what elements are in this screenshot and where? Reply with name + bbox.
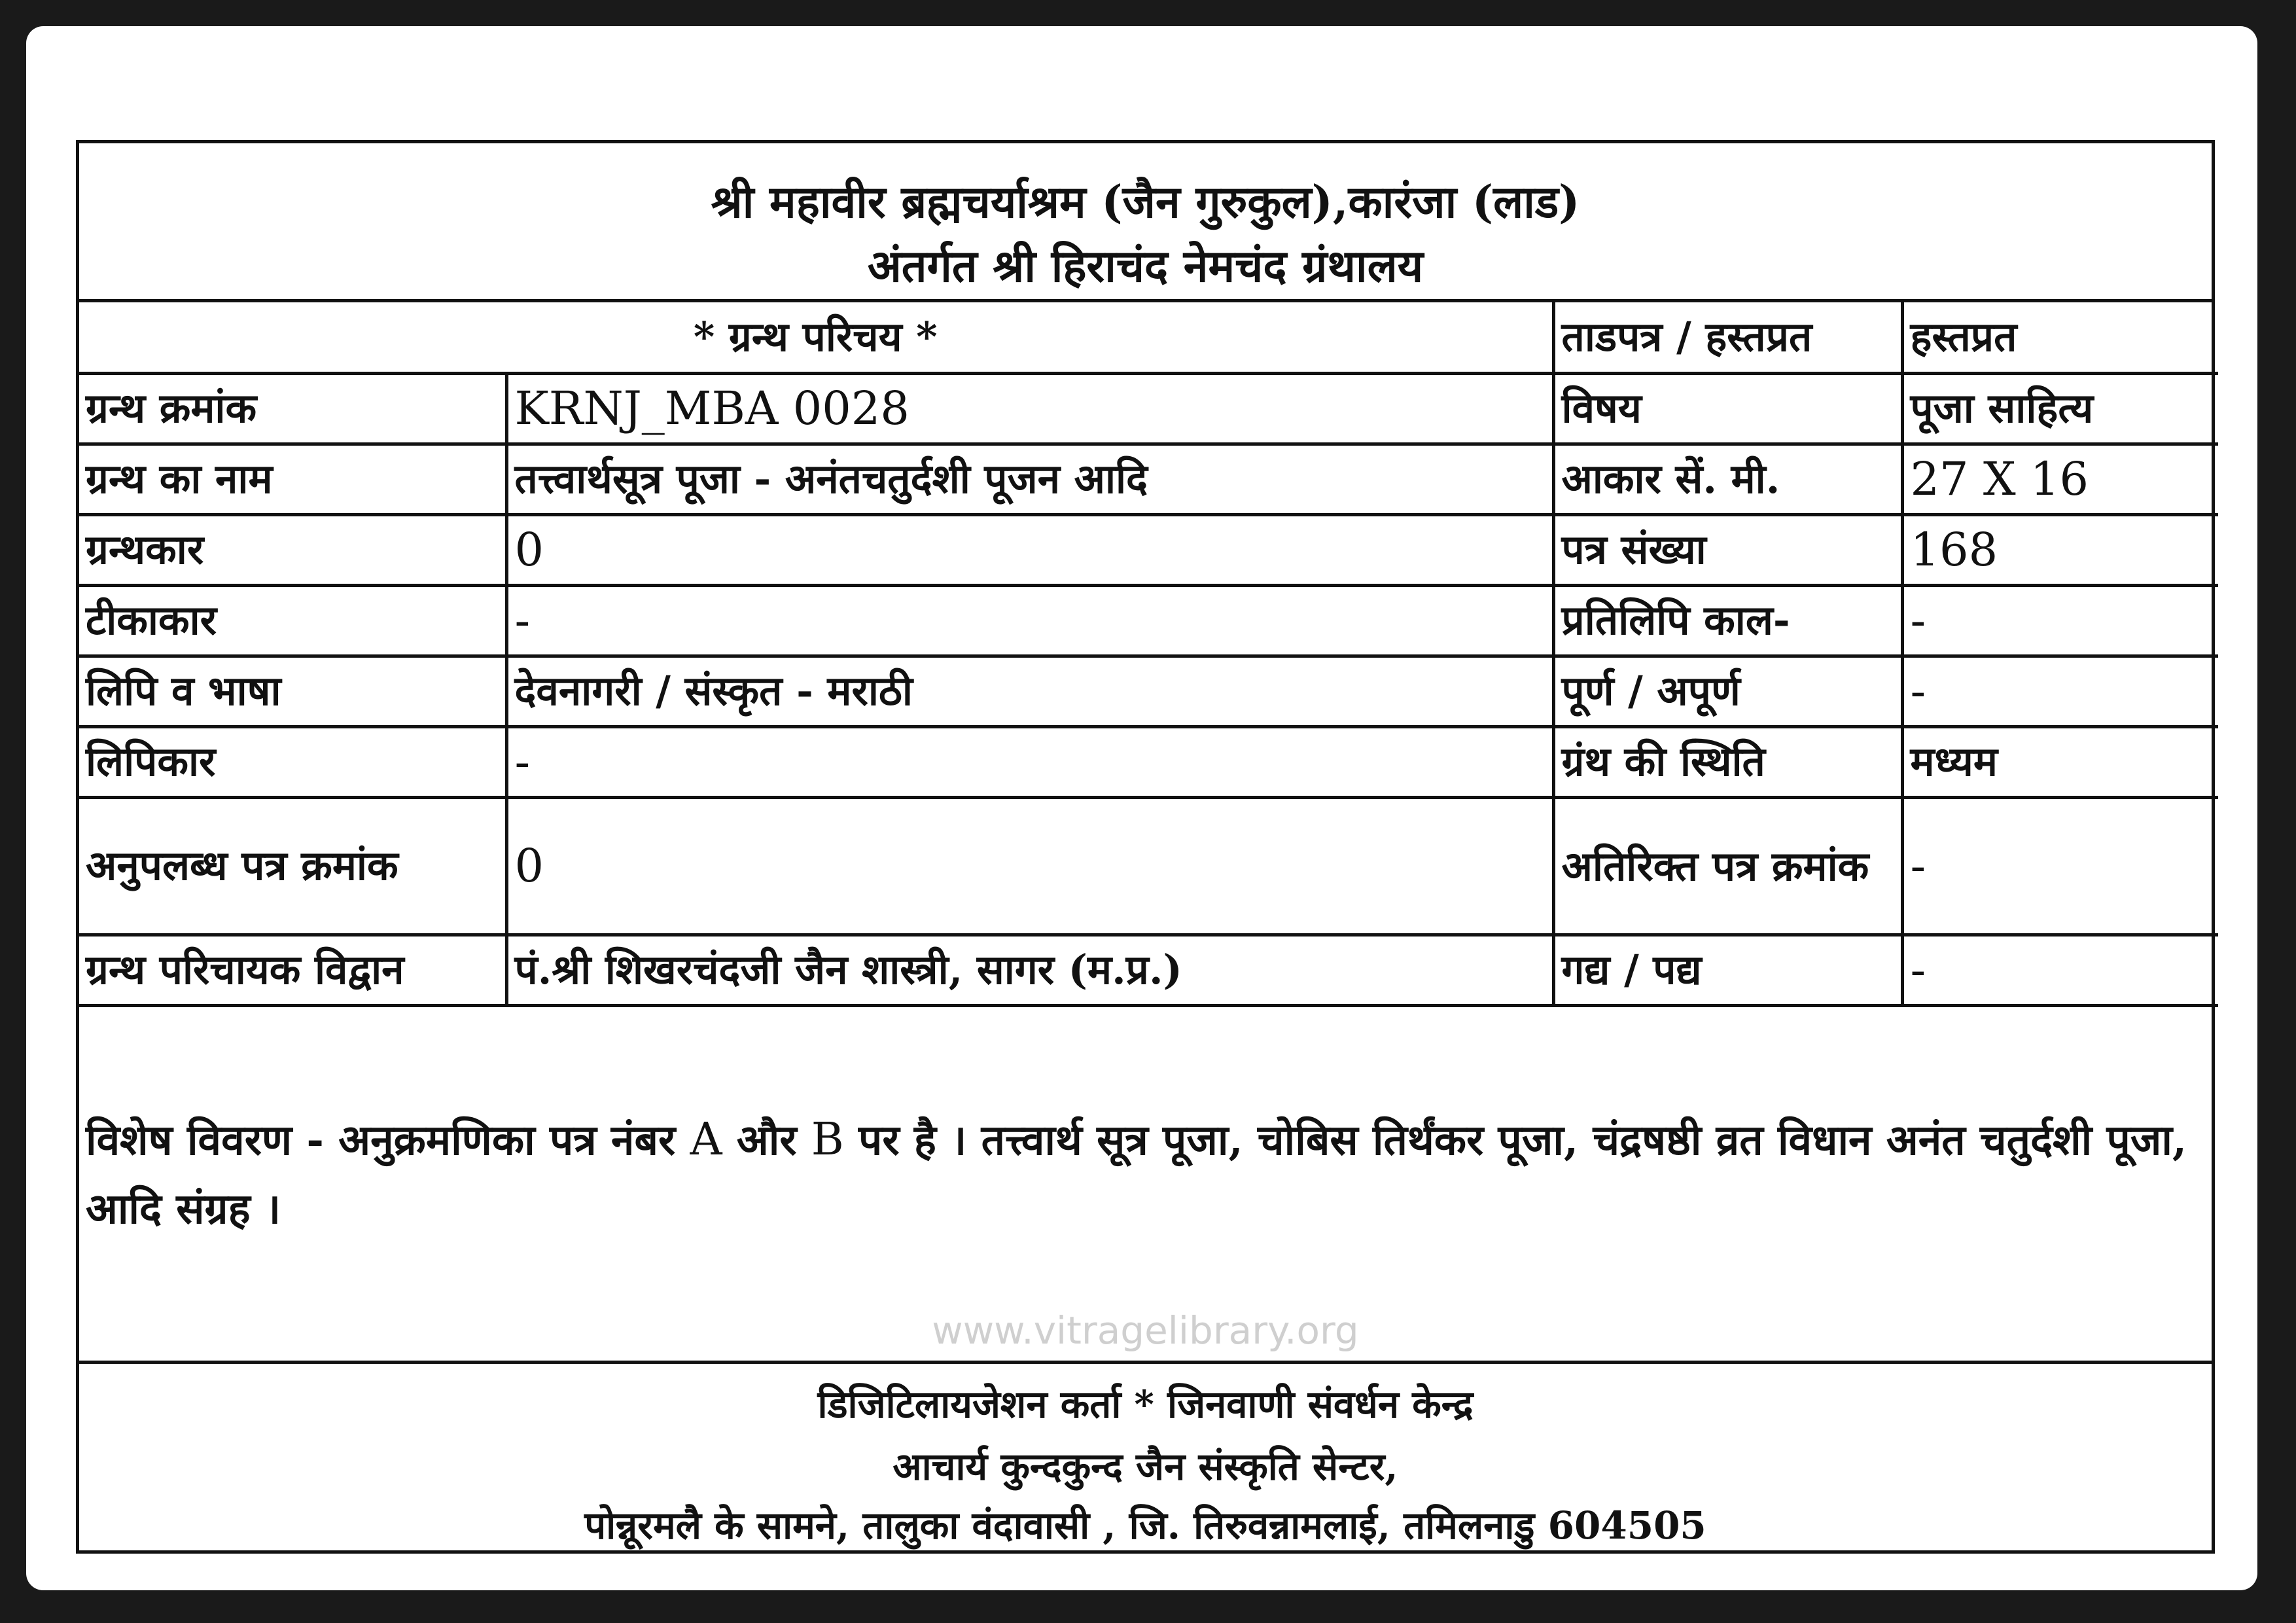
field-label: लिपि व भाषा <box>79 656 506 726</box>
table-row <box>79 726 2218 797</box>
footer-line: डिजिटिलायजेशन कर्ता * जिनवाणी संवर्धन केन्द्र <box>817 1382 1474 1427</box>
page-count-value: 168 <box>1902 514 2218 585</box>
scribe-value: - <box>506 726 1553 797</box>
table-row <box>79 656 2218 726</box>
field-label: पत्र संख्या <box>1553 514 1902 585</box>
card-frame <box>76 140 2215 1554</box>
field-label: ग्रन्थ का नाम <box>79 444 506 514</box>
book-name-value: तत्त्वार्थसूत्र पूजा - अनंतचतुर्दशी पूजन आदि <box>506 444 1553 514</box>
size-value: 27 X 16 <box>1902 444 2218 514</box>
book-info-table <box>79 302 2218 1007</box>
type-value: हस्तप्रत <box>1902 302 2218 373</box>
field-label: ग्रन्थ क्रमांक <box>79 373 506 444</box>
section-title: * ग्रन्थ परिचय * <box>79 302 1553 373</box>
condition-value: मध्यम <box>1902 726 2218 797</box>
watermark: www.vitragelibrary.org <box>932 1308 1359 1353</box>
footer-address: पोन्नूरमलै के सामने, तालुका वंदावासी , जि. तिरुवन्नामलाई, तमिलनाडु 604505 <box>584 1503 1706 1548</box>
special-description <box>86 1105 2192 1243</box>
table-row <box>79 585 2218 656</box>
field-label: आकार सें. मी. <box>1553 444 1902 514</box>
field-label: ग्रंथ की स्थिति <box>1553 726 1902 797</box>
table-row <box>79 797 2218 935</box>
author-value: 0 <box>506 514 1553 585</box>
field-label: अनुपलब्ध पत्र क्रमांक <box>79 797 506 935</box>
table-row <box>79 444 2218 514</box>
type-label: ताडपत्र / हस्तप्रत <box>1553 302 1902 373</box>
description-text: विशेष विवरण - अनुक्रमणिका पत्र नंबर <box>86 1116 690 1165</box>
description-letter-a: A <box>690 1114 722 1166</box>
library-name: अंतर्गत श्री हिराचंद नेमचंद ग्रंथालय <box>867 240 1424 293</box>
script-language-value: देवनागरी / संस्कृत - मराठी <box>506 656 1553 726</box>
field-label: अतिरिक्त पत्र क्रमांक <box>1553 797 1902 935</box>
table-row <box>79 514 2218 585</box>
footer-line: आचार्य कुन्दकुन्द जैन संस्कृति सेन्टर, <box>892 1444 1398 1489</box>
subject-value: पूजा साहित्य <box>1902 373 2218 444</box>
prose-verse-value: - <box>1902 935 2218 1005</box>
catalog-card <box>26 26 2257 1590</box>
description-letter-b: B <box>811 1114 844 1166</box>
table-row <box>79 935 2218 1005</box>
field-label: ग्रन्थ परिचायक विद्वान <box>79 935 506 1005</box>
missing-pages-value: 0 <box>506 797 1553 935</box>
book-number-value: KRNJ_MBA 0028 <box>506 373 1553 444</box>
field-label: पूर्ण / अपूर्ण <box>1553 656 1902 726</box>
field-label: टीकाकार <box>79 585 506 656</box>
commentator-value: - <box>506 585 1553 656</box>
field-label: प्रतिलिपि काल- <box>1553 585 1902 656</box>
scholar-value: पं.श्री शिखरचंदजी जैन शास्त्री, सागर (म.प्र.) <box>506 935 1553 1005</box>
field-label: विषय <box>1553 373 1902 444</box>
extra-pages-value: - <box>1902 797 2218 935</box>
library-header <box>79 143 2212 302</box>
description-text: पर है । तत्त्वार्थ सूत्र पूजा, चोबिस तिर्थंकर पूजा, चंद्रषष्ठी व्रत विधान अनंत चतुर्दशी पूजा, आदि संग्रह । <box>86 1116 2187 1234</box>
completeness-value: - <box>1902 656 2218 726</box>
table-row <box>79 373 2218 444</box>
field-label: गद्य / पद्य <box>1553 935 1902 1005</box>
copy-period-value: - <box>1902 585 2218 656</box>
intro-row <box>79 302 2218 373</box>
field-label: ग्रन्थकार <box>79 514 506 585</box>
institution-name: श्री महावीर ब्रह्मचर्याश्रम (जैन गुरुकुल),कारंजा (लाड) <box>711 176 1580 228</box>
description-text: और <box>722 1116 811 1165</box>
digitization-footer <box>79 1361 2212 1554</box>
field-label: लिपिकार <box>79 726 506 797</box>
